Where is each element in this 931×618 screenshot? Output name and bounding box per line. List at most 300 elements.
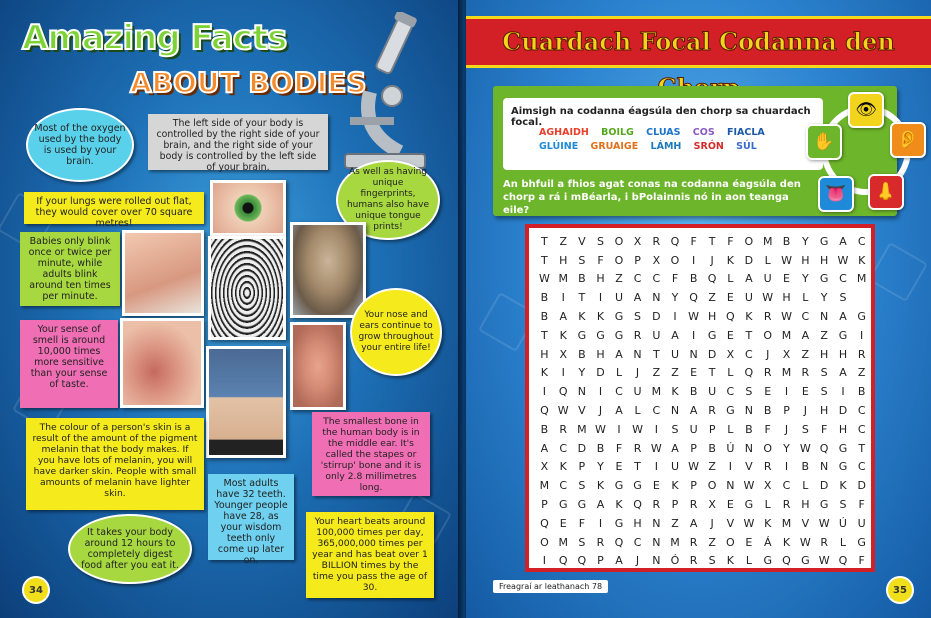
grid-letter[interactable]: I	[691, 253, 696, 267]
grid-letter[interactable]: W	[818, 554, 830, 568]
grid-letter[interactable]: F	[858, 498, 865, 512]
grid-letter[interactable]: A	[689, 516, 698, 530]
grid-letter[interactable]: P	[708, 422, 716, 436]
grid-letter[interactable]: C	[559, 441, 568, 455]
grid-letter[interactable]: I	[542, 385, 547, 399]
grid-letter[interactable]: W	[818, 516, 830, 530]
grid-letter[interactable]: Ú	[726, 441, 735, 455]
grid-letter[interactable]: A	[615, 554, 623, 568]
grid-letter[interactable]: Q	[782, 554, 791, 568]
grid-letter[interactable]: D	[857, 479, 866, 493]
grid-letter[interactable]: N	[670, 404, 680, 418]
grid-letter[interactable]: P	[541, 498, 548, 512]
grid-letter[interactable]: G	[819, 498, 829, 512]
grid-letter[interactable]: R	[857, 347, 866, 361]
grid-letter[interactable]: Y	[801, 234, 809, 248]
grid-letter[interactable]: W	[781, 310, 792, 324]
grid-letter[interactable]: Z	[671, 366, 679, 380]
grid-letter[interactable]: L	[727, 272, 734, 286]
grid-letter[interactable]: G	[596, 328, 605, 342]
grid-letter[interactable]: R	[689, 498, 698, 512]
grid-letter[interactable]: M	[558, 272, 568, 286]
grid-letter[interactable]: A	[839, 310, 847, 324]
grid-letter[interactable]: V	[578, 234, 586, 248]
grid-letter[interactable]: N	[820, 310, 829, 324]
grid-letter[interactable]: Q	[689, 291, 698, 305]
grid-letter[interactable]: P	[671, 498, 679, 512]
grid-letter[interactable]: R	[652, 234, 661, 248]
grid-letter[interactable]: I	[784, 385, 789, 399]
grid-letter[interactable]: W	[632, 422, 643, 436]
grid-letter[interactable]: K	[559, 328, 567, 342]
grid-letter[interactable]: C	[745, 347, 753, 361]
grid-letter[interactable]: E	[726, 328, 734, 342]
grid-letter[interactable]: R	[708, 404, 716, 418]
grid-letter[interactable]: S	[839, 291, 847, 305]
grid-letter[interactable]: I	[841, 385, 845, 399]
grid-letter[interactable]: H	[801, 498, 810, 512]
grid-letter[interactable]: N	[652, 291, 661, 305]
grid-letter[interactable]: T	[541, 328, 548, 342]
grid-letter[interactable]: J	[635, 554, 640, 568]
grid-letter[interactable]: W	[557, 404, 569, 418]
grid-letter[interactable]: X	[540, 460, 549, 474]
grid-letter[interactable]: I	[673, 310, 677, 324]
grid-letter[interactable]: O	[614, 234, 624, 248]
grid-letter[interactable]: S	[578, 479, 586, 493]
grid-letter[interactable]: B	[596, 441, 605, 455]
grid-letter[interactable]: C	[726, 385, 735, 399]
grid-letter[interactable]: Q	[707, 272, 717, 286]
grid-letter[interactable]: I	[542, 554, 547, 568]
grid-letter[interactable]: N	[689, 347, 698, 361]
grid-letter[interactable]: T	[634, 460, 641, 474]
grid-letter[interactable]: F	[690, 234, 697, 248]
grid-letter[interactable]: Q	[838, 554, 848, 568]
grid-letter[interactable]: G	[838, 328, 848, 342]
grid-letter[interactable]: B	[689, 272, 698, 286]
grid-letter[interactable]: R	[763, 310, 772, 324]
grid-letter[interactable]: G	[614, 516, 624, 530]
grid-letter[interactable]: Q	[726, 310, 735, 324]
grid-letter[interactable]: U	[763, 272, 772, 286]
grid-letter[interactable]: L	[727, 366, 734, 380]
grid-letter[interactable]: U	[633, 385, 642, 399]
grid-letter[interactable]: C	[633, 535, 642, 549]
grid-letter[interactable]: W	[595, 422, 606, 436]
grid-letter[interactable]: B	[540, 422, 549, 436]
grid-letter[interactable]: B	[745, 422, 753, 436]
grid-letter[interactable]: U	[708, 385, 717, 399]
grid-letter[interactable]: T	[858, 441, 866, 455]
grid-letter[interactable]: N	[577, 385, 586, 399]
grid-letter[interactable]: K	[782, 535, 791, 549]
grid-letter[interactable]: I	[561, 366, 565, 380]
grid-letter[interactable]: O	[670, 253, 680, 267]
grid-letter[interactable]: B	[540, 310, 549, 324]
grid-letter[interactable]: N	[820, 460, 829, 474]
grid-letter[interactable]: F	[597, 253, 604, 267]
grid-letter[interactable]: K	[615, 498, 623, 512]
grid-letter[interactable]: X	[652, 253, 661, 267]
grid-letter[interactable]: R	[763, 460, 772, 474]
grid-letter[interactable]: H	[782, 291, 791, 305]
grid-letter[interactable]: Q	[577, 554, 587, 568]
grid-letter[interactable]: G	[838, 460, 848, 474]
grid-letter[interactable]: M	[651, 385, 662, 399]
grid-letter[interactable]: Z	[652, 366, 661, 380]
grid-letter[interactable]: L	[634, 404, 641, 418]
grid-letter[interactable]: K	[671, 479, 679, 493]
grid-letter[interactable]: W	[743, 479, 755, 493]
grid-letter[interactable]: U	[652, 328, 661, 342]
grid-letter[interactable]: X	[782, 347, 791, 361]
grid-letter[interactable]: W	[799, 441, 811, 455]
grid-letter[interactable]: I	[598, 385, 603, 399]
grid-letter[interactable]: Q	[540, 516, 549, 530]
grid-letter[interactable]: H	[596, 347, 605, 361]
grid-letter[interactable]: N	[726, 479, 735, 493]
grid-letter[interactable]: D	[744, 253, 754, 267]
grid-letter[interactable]: U	[670, 347, 679, 361]
grid-letter[interactable]: Q	[670, 234, 680, 248]
grid-letter[interactable]: C	[839, 272, 847, 286]
grid-letter[interactable]: P	[690, 441, 697, 455]
grid-letter[interactable]: T	[541, 253, 548, 267]
grid-letter[interactable]: I	[617, 422, 621, 436]
grid-letter[interactable]: W	[837, 253, 849, 267]
grid-letter[interactable]: E	[764, 385, 772, 399]
grid-letter[interactable]: C	[857, 404, 866, 418]
grid-letter[interactable]: T	[652, 347, 660, 361]
grid-letter[interactable]: Z	[801, 347, 810, 361]
grid-letter[interactable]: Z	[671, 516, 679, 530]
grid-letter[interactable]: X	[633, 234, 642, 248]
grid-letter[interactable]: K	[858, 253, 866, 267]
grid-letter[interactable]: K	[559, 460, 567, 474]
grid-letter[interactable]: Z	[857, 366, 866, 380]
grid-letter[interactable]: L	[802, 291, 809, 305]
grid-letter[interactable]: P	[597, 554, 604, 568]
grid-letter[interactable]: C	[633, 272, 642, 286]
grid-letter[interactable]: F	[578, 516, 586, 530]
grid-letter[interactable]: S	[578, 535, 586, 549]
grid-letter[interactable]: W	[538, 272, 550, 286]
grid-letter[interactable]: A	[596, 498, 605, 512]
grid-letter[interactable]: C	[857, 460, 866, 474]
grid-letter[interactable]: Y	[783, 441, 790, 455]
grid-letter[interactable]: G	[614, 310, 624, 324]
grid-letter[interactable]: J	[710, 253, 714, 267]
grid-letter[interactable]: C	[857, 234, 866, 248]
grid-letter[interactable]: H	[540, 347, 549, 361]
grid-letter[interactable]: G	[819, 272, 829, 286]
grid-letter[interactable]: D	[707, 347, 717, 361]
grid-letter[interactable]: O	[726, 535, 735, 549]
grid-letter[interactable]: H	[633, 516, 642, 530]
grid-letter[interactable]: G	[726, 404, 735, 418]
grid-letter[interactable]: E	[690, 366, 698, 380]
grid-letter[interactable]: S	[671, 422, 679, 436]
grid-letter[interactable]: O	[707, 479, 717, 493]
grid-letter[interactable]: G	[614, 328, 624, 342]
grid-letter[interactable]: Q	[633, 498, 642, 512]
grid-letter[interactable]: G	[633, 479, 642, 493]
grid-letter[interactable]: N	[633, 347, 642, 361]
grid-letter[interactable]: C	[559, 479, 568, 493]
grid-letter[interactable]: B	[857, 385, 866, 399]
grid-letter[interactable]: A	[671, 441, 679, 455]
grid-letter[interactable]: Q	[540, 404, 549, 418]
grid-letter[interactable]: R	[689, 535, 698, 549]
grid-letter[interactable]: E	[745, 535, 753, 549]
grid-letter[interactable]: X	[763, 479, 772, 493]
word-search-grid[interactable]	[525, 224, 875, 572]
grid-letter[interactable]: O	[763, 441, 773, 455]
grid-letter[interactable]: R	[652, 498, 661, 512]
grid-letter[interactable]: Ó	[670, 554, 680, 568]
grid-letter[interactable]: L	[727, 422, 734, 436]
grid-letter[interactable]: M	[670, 535, 680, 549]
grid-letter[interactable]: S	[596, 234, 604, 248]
grid-letter[interactable]: S	[801, 422, 809, 436]
grid-letter[interactable]: I	[860, 328, 864, 342]
grid-letter[interactable]: P	[634, 253, 641, 267]
grid-letter[interactable]: Z	[708, 460, 716, 474]
grid-letter[interactable]: U	[857, 516, 866, 530]
grid-letter[interactable]: S	[708, 554, 716, 568]
grid-letter[interactable]: R	[763, 366, 772, 380]
grid-letter[interactable]: R	[559, 422, 568, 436]
grid-letter[interactable]: O	[763, 328, 773, 342]
grid-letter[interactable]: A	[745, 272, 753, 286]
grid-letter[interactable]: C	[801, 310, 810, 324]
grid-letter[interactable]: N	[652, 516, 661, 530]
grid-letter[interactable]: Q	[744, 366, 754, 380]
grid-letter[interactable]: M	[856, 272, 867, 286]
grid-letter[interactable]: W	[799, 535, 811, 549]
grid-letter[interactable]: I	[654, 460, 658, 474]
grid-letter[interactable]: K	[745, 310, 753, 324]
grid-letter[interactable]: N	[744, 404, 753, 418]
grid-letter[interactable]: E	[615, 460, 623, 474]
grid-letter[interactable]: E	[801, 385, 809, 399]
grid-letter[interactable]: B	[782, 234, 791, 248]
grid-letter[interactable]: O	[540, 535, 549, 549]
grid-letter[interactable]: R	[596, 535, 605, 549]
grid-letter[interactable]: Z	[708, 291, 716, 305]
grid-letter[interactable]: G	[763, 554, 772, 568]
grid-letter[interactable]: X	[726, 347, 735, 361]
grid-letter[interactable]: N	[744, 441, 753, 455]
grid-letter[interactable]: H	[801, 253, 810, 267]
grid-letter[interactable]: D	[596, 366, 605, 380]
grid-letter[interactable]: L	[839, 535, 847, 549]
grid-letter[interactable]: T	[708, 366, 716, 380]
grid-letter[interactable]: M	[762, 234, 773, 248]
grid-letter[interactable]: U	[689, 422, 698, 436]
grid-letter[interactable]: T	[541, 234, 548, 248]
grid-letter[interactable]: N	[652, 554, 661, 568]
grid-letter[interactable]: T	[578, 291, 586, 305]
grid-letter[interactable]: B	[578, 272, 586, 286]
grid-letter[interactable]: B	[801, 460, 810, 474]
grid-letter[interactable]: O	[744, 234, 754, 248]
grid-letter[interactable]: R	[633, 328, 642, 342]
grid-letter[interactable]: U	[744, 291, 753, 305]
grid-letter[interactable]: W	[743, 516, 755, 530]
grid-letter[interactable]: O	[614, 253, 624, 267]
grid-letter[interactable]: X	[708, 498, 716, 512]
grid-letter[interactable]: I	[728, 460, 732, 474]
grid-letter[interactable]: H	[820, 253, 829, 267]
grid-letter[interactable]: Y	[578, 366, 586, 380]
grid-letter[interactable]: A	[801, 328, 810, 342]
grid-letter[interactable]: H	[820, 404, 829, 418]
grid-letter[interactable]: Ú	[838, 516, 847, 530]
grid-letter[interactable]: E	[726, 291, 734, 305]
grid-letter[interactable]: T	[745, 328, 753, 342]
grid-letter[interactable]: J	[710, 516, 714, 530]
grid-letter[interactable]: C	[652, 272, 661, 286]
grid-letter[interactable]: U	[614, 291, 624, 305]
grid-letter[interactable]: Z	[820, 328, 828, 342]
grid-letter[interactable]: X	[559, 347, 567, 361]
grid-letter[interactable]: J	[784, 422, 789, 436]
grid-letter[interactable]: C	[652, 404, 661, 418]
grid-letter[interactable]: F	[671, 272, 679, 286]
grid-letter[interactable]: S	[820, 385, 828, 399]
grid-letter[interactable]: B	[578, 347, 586, 361]
grid-letter[interactable]: G	[577, 328, 587, 342]
grid-letter[interactable]: H	[707, 310, 717, 324]
grid-letter[interactable]: B	[708, 441, 716, 455]
grid-letter[interactable]: R	[689, 554, 698, 568]
grid-letter[interactable]: M	[781, 516, 792, 530]
grid-letter[interactable]: P	[690, 479, 697, 493]
grid-letter[interactable]: N	[652, 535, 661, 549]
grid-letter[interactable]: C	[615, 385, 623, 399]
grid-letter[interactable]: S	[634, 310, 642, 324]
grid-letter[interactable]: Á	[763, 535, 772, 549]
grid-letter[interactable]: M	[558, 535, 568, 549]
grid-letter[interactable]: G	[857, 310, 866, 324]
grid-letter[interactable]: C	[782, 479, 791, 493]
grid-letter[interactable]: K	[671, 385, 679, 399]
grid-letter[interactable]: H	[838, 422, 848, 436]
grid-letter[interactable]: K	[726, 253, 734, 267]
grid-letter[interactable]: P	[578, 460, 586, 474]
grid-letter[interactable]: L	[802, 479, 809, 493]
grid-letter[interactable]: V	[578, 404, 586, 418]
grid-letter[interactable]: Z	[615, 272, 623, 286]
grid-letter[interactable]: I	[561, 291, 565, 305]
grid-letter[interactable]: K	[578, 310, 586, 324]
grid-letter[interactable]: F	[764, 422, 771, 436]
grid-letter[interactable]: W	[688, 460, 700, 474]
grid-letter[interactable]: D	[838, 404, 848, 418]
grid-letter[interactable]: D	[652, 310, 661, 324]
grid-letter[interactable]: S	[820, 366, 828, 380]
grid-letter[interactable]: F	[858, 554, 865, 568]
grid-letter[interactable]: P	[783, 404, 790, 418]
grid-letter[interactable]: D	[577, 441, 587, 455]
grid-letter[interactable]: I	[784, 460, 789, 474]
grid-letter[interactable]: F	[727, 234, 734, 248]
grid-letter[interactable]: K	[839, 479, 847, 493]
grid-letter[interactable]: A	[540, 441, 549, 455]
grid-letter[interactable]: E	[783, 272, 790, 286]
grid-letter[interactable]: R	[801, 366, 810, 380]
grid-letter[interactable]: G	[577, 498, 587, 512]
grid-letter[interactable]: S	[578, 253, 586, 267]
grid-letter[interactable]: L	[615, 366, 623, 380]
grid-letter[interactable]: E	[559, 516, 567, 530]
grid-letter[interactable]: G	[857, 535, 866, 549]
grid-letter[interactable]: W	[650, 441, 662, 455]
grid-letter[interactable]: V	[726, 516, 735, 530]
grid-letter[interactable]: M	[577, 422, 587, 436]
grid-letter[interactable]: G	[707, 328, 717, 342]
grid-letter[interactable]: W	[762, 291, 774, 305]
grid-letter[interactable]: V	[801, 516, 810, 530]
grid-letter[interactable]: G	[801, 554, 810, 568]
grid-letter[interactable]: H	[596, 272, 605, 286]
grid-letter[interactable]: Y	[671, 291, 679, 305]
grid-letter[interactable]: W	[781, 253, 792, 267]
grid-letter[interactable]: Q	[614, 535, 624, 549]
grid-letter[interactable]: I	[691, 328, 696, 342]
grid-letter[interactable]: A	[633, 291, 642, 305]
grid-letter[interactable]: K	[596, 479, 605, 493]
grid-letter[interactable]: A	[559, 310, 567, 324]
grid-letter[interactable]: I	[598, 291, 603, 305]
grid-letter[interactable]: J	[598, 404, 603, 418]
grid-letter[interactable]: C	[857, 422, 866, 436]
grid-letter[interactable]: Y	[597, 460, 604, 474]
grid-letter[interactable]: K	[596, 310, 605, 324]
grid-letter[interactable]: B	[689, 385, 698, 399]
grid-letter[interactable]: M	[781, 366, 792, 380]
grid-letter[interactable]: G	[819, 234, 829, 248]
grid-letter[interactable]: S	[839, 498, 847, 512]
grid-letter[interactable]: M	[539, 479, 550, 493]
grid-letter[interactable]: K	[726, 554, 734, 568]
grid-letter[interactable]: M	[781, 328, 792, 342]
grid-letter[interactable]: W	[688, 310, 700, 324]
grid-letter[interactable]: G	[614, 479, 624, 493]
grid-letter[interactable]: B	[763, 404, 772, 418]
grid-letter[interactable]: E	[726, 498, 734, 512]
grid-letter[interactable]: K	[764, 516, 772, 530]
grid-letter[interactable]: Z	[559, 234, 567, 248]
grid-letter[interactable]: Z	[708, 535, 716, 549]
grid-letter[interactable]: D	[819, 479, 829, 493]
grid-letter[interactable]: R	[633, 441, 642, 455]
grid-letter[interactable]: L	[745, 554, 752, 568]
grid-letter[interactable]: A	[839, 234, 847, 248]
grid-letter[interactable]: L	[764, 253, 771, 267]
grid-letter[interactable]: E	[652, 479, 660, 493]
grid-letter[interactable]: K	[540, 366, 549, 380]
grid-letter[interactable]: J	[635, 366, 640, 380]
grid-letter[interactable]: I	[654, 422, 658, 436]
grid-letter[interactable]: A	[839, 366, 847, 380]
grid-letter[interactable]: L	[764, 498, 771, 512]
grid-letter[interactable]: R	[820, 535, 828, 549]
grid-letter[interactable]: F	[820, 422, 828, 436]
grid-letter[interactable]: Y	[820, 291, 828, 305]
